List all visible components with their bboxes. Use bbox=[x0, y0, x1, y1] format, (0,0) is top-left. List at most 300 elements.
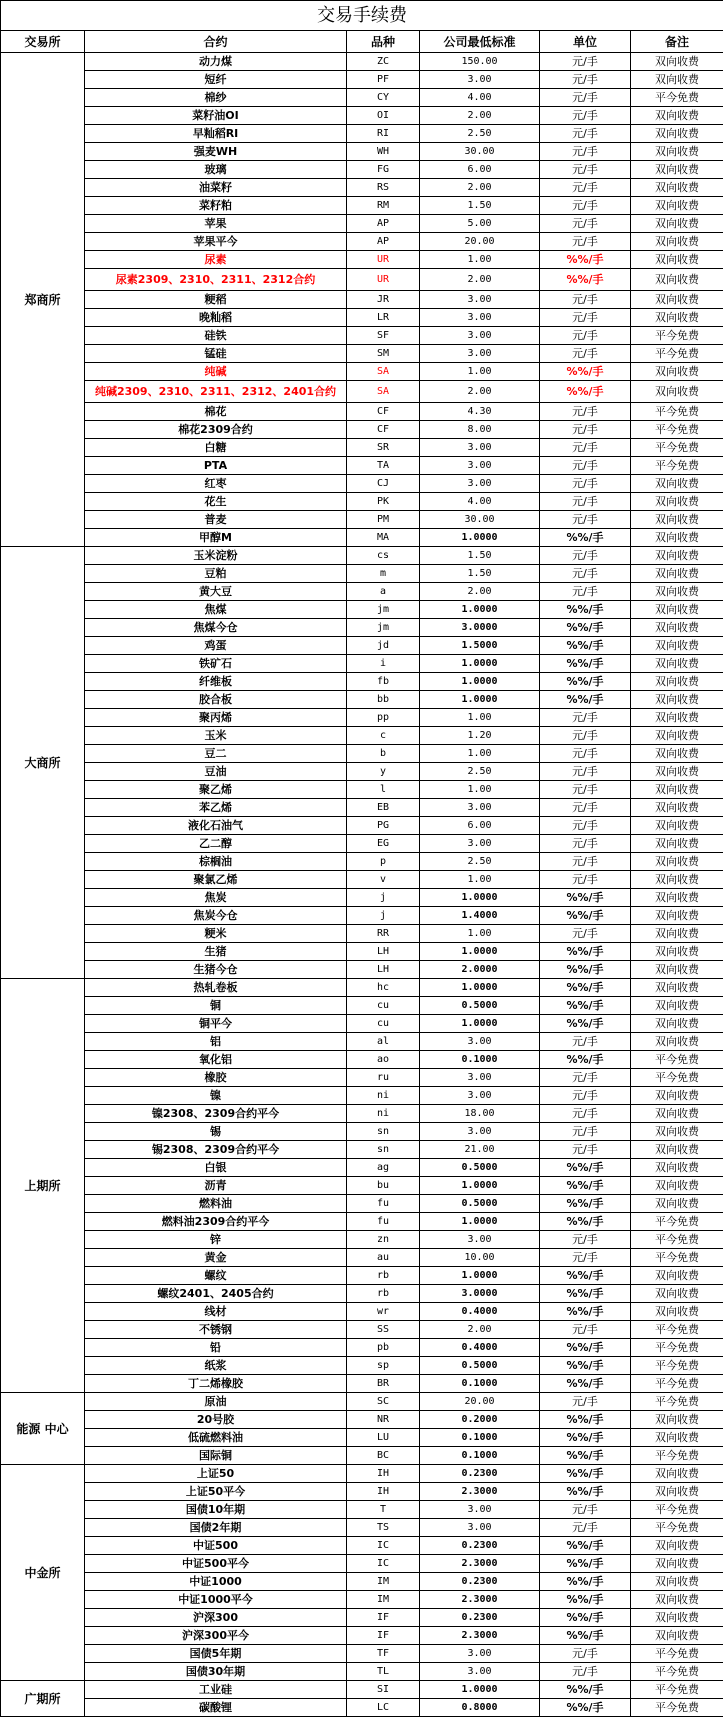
unit-cell: %%/手 bbox=[540, 1627, 631, 1645]
table-row bbox=[1, 403, 723, 421]
min-standard-cell: 1.20 bbox=[420, 727, 540, 745]
min-standard-cell: 20.00 bbox=[420, 233, 540, 251]
unit-cell: 元/手 bbox=[540, 403, 631, 421]
contract-name-cell: 燃料油2309合约平今 bbox=[85, 1213, 347, 1231]
header-row bbox=[1, 31, 723, 53]
contract-name-cell: 国债2年期 bbox=[85, 1519, 347, 1537]
product-code-cell: EG bbox=[347, 835, 420, 853]
product-code-cell: rb bbox=[347, 1285, 420, 1303]
contract-name-cell: 线材 bbox=[85, 1303, 347, 1321]
unit-cell: %%/手 bbox=[540, 269, 631, 291]
note-cell: 双向收费 bbox=[631, 871, 723, 889]
unit-cell: %%/手 bbox=[540, 961, 631, 979]
product-code-cell: sn bbox=[347, 1123, 420, 1141]
table-row bbox=[1, 1123, 723, 1141]
unit-cell: %%/手 bbox=[540, 889, 631, 907]
product-code-cell: SA bbox=[347, 381, 420, 403]
table-row bbox=[1, 143, 723, 161]
table-row bbox=[1, 1177, 723, 1195]
note-cell: 平今免费 bbox=[631, 1213, 723, 1231]
min-standard-cell: 2.00 bbox=[420, 381, 540, 403]
note-cell: 双向收费 bbox=[631, 889, 723, 907]
note-cell: 双向收费 bbox=[631, 309, 723, 327]
unit-cell: 元/手 bbox=[540, 1033, 631, 1051]
header-code: 品种 bbox=[347, 31, 420, 53]
note-cell: 双向收费 bbox=[631, 493, 723, 511]
table-row bbox=[1, 1627, 723, 1645]
contract-name-cell: 纸浆 bbox=[85, 1357, 347, 1375]
min-standard-cell: 3.00 bbox=[420, 1069, 540, 1087]
unit-cell: %%/手 bbox=[540, 997, 631, 1015]
table-row bbox=[1, 601, 723, 619]
min-standard-cell: 0.8000 bbox=[420, 1699, 540, 1717]
min-standard-cell: 1.00 bbox=[420, 363, 540, 381]
note-cell: 双向收费 bbox=[631, 143, 723, 161]
product-code-cell: LR bbox=[347, 309, 420, 327]
note-cell: 双向收费 bbox=[631, 1483, 723, 1501]
product-code-cell: SS bbox=[347, 1321, 420, 1339]
unit-cell: %%/手 bbox=[540, 1429, 631, 1447]
min-standard-cell: 0.1000 bbox=[420, 1051, 540, 1069]
note-cell: 双向收费 bbox=[631, 943, 723, 961]
min-standard-cell: 1.0000 bbox=[420, 1681, 540, 1699]
min-standard-cell: 1.0000 bbox=[420, 943, 540, 961]
unit-cell: %%/手 bbox=[540, 655, 631, 673]
unit-cell: %%/手 bbox=[540, 529, 631, 547]
product-code-cell: SI bbox=[347, 1681, 420, 1699]
contract-name-cell: 燃料油 bbox=[85, 1195, 347, 1213]
contract-name-cell: 强麦WH bbox=[85, 143, 347, 161]
table-row bbox=[1, 1411, 723, 1429]
unit-cell: 元/手 bbox=[540, 475, 631, 493]
unit-cell: 元/手 bbox=[540, 439, 631, 457]
product-code-cell: JR bbox=[347, 291, 420, 309]
product-code-cell: PM bbox=[347, 511, 420, 529]
min-standard-cell: 0.2300 bbox=[420, 1537, 540, 1555]
contract-name-cell: 镍2308、2309合约平今 bbox=[85, 1105, 347, 1123]
contract-name-cell: 沪深300 bbox=[85, 1609, 347, 1627]
min-standard-cell: 21.00 bbox=[420, 1141, 540, 1159]
table-row bbox=[1, 327, 723, 345]
min-standard-cell: 1.0000 bbox=[420, 889, 540, 907]
unit-cell: %%/手 bbox=[540, 619, 631, 637]
unit-cell: 元/手 bbox=[540, 709, 631, 727]
note-cell: 双向收费 bbox=[631, 1105, 723, 1123]
table-row bbox=[1, 943, 723, 961]
note-cell: 双向收费 bbox=[631, 583, 723, 601]
note-cell: 双向收费 bbox=[631, 1555, 723, 1573]
unit-cell: 元/手 bbox=[540, 493, 631, 511]
contract-name-cell: 沥青 bbox=[85, 1177, 347, 1195]
min-standard-cell: 2.50 bbox=[420, 125, 540, 143]
unit-cell: 元/手 bbox=[540, 565, 631, 583]
product-code-cell: RS bbox=[347, 179, 420, 197]
contract-name-cell: 20号胶 bbox=[85, 1411, 347, 1429]
min-standard-cell: 1.0000 bbox=[420, 1213, 540, 1231]
unit-cell: %%/手 bbox=[540, 1573, 631, 1591]
table-row bbox=[1, 1159, 723, 1177]
table-row bbox=[1, 493, 723, 511]
exchange-cell: 中金所 bbox=[1, 1465, 85, 1681]
table-row bbox=[1, 1501, 723, 1519]
contract-name-cell: 聚乙烯 bbox=[85, 781, 347, 799]
table-row bbox=[1, 107, 723, 125]
note-cell: 平今免费 bbox=[631, 1501, 723, 1519]
min-standard-cell: 0.2300 bbox=[420, 1573, 540, 1591]
table-row bbox=[1, 1465, 723, 1483]
table-row bbox=[1, 1051, 723, 1069]
note-cell: 双向收费 bbox=[631, 1087, 723, 1105]
contract-name-cell: 国债30年期 bbox=[85, 1663, 347, 1681]
contract-name-cell: 花生 bbox=[85, 493, 347, 511]
contract-name-cell: 原油 bbox=[85, 1393, 347, 1411]
table-row bbox=[1, 215, 723, 233]
product-code-cell: jm bbox=[347, 619, 420, 637]
product-code-cell: fu bbox=[347, 1195, 420, 1213]
contract-name-cell: 纯碱2309、2310、2311、2312、2401合约 bbox=[85, 381, 347, 403]
product-code-cell: jd bbox=[347, 637, 420, 655]
table-row bbox=[1, 1069, 723, 1087]
contract-name-cell: 焦煤 bbox=[85, 601, 347, 619]
contract-name-cell: 玉米 bbox=[85, 727, 347, 745]
min-standard-cell: 0.5000 bbox=[420, 1195, 540, 1213]
table-row bbox=[1, 179, 723, 197]
note-cell: 双向收费 bbox=[631, 925, 723, 943]
contract-name-cell: 粳米 bbox=[85, 925, 347, 943]
unit-cell: %%/手 bbox=[540, 1285, 631, 1303]
unit-cell: 元/手 bbox=[540, 1123, 631, 1141]
min-standard-cell: 4.00 bbox=[420, 89, 540, 107]
table-row bbox=[1, 363, 723, 381]
product-code-cell: l bbox=[347, 781, 420, 799]
table-row bbox=[1, 853, 723, 871]
product-code-cell: b bbox=[347, 745, 420, 763]
contract-name-cell: 棉花2309合约 bbox=[85, 421, 347, 439]
contract-name-cell: 聚氯乙烯 bbox=[85, 871, 347, 889]
unit-cell: %%/手 bbox=[540, 1051, 631, 1069]
unit-cell: 元/手 bbox=[540, 1501, 631, 1519]
contract-name-cell: 中证500平今 bbox=[85, 1555, 347, 1573]
min-standard-cell: 1.0000 bbox=[420, 1267, 540, 1285]
contract-name-cell: 普麦 bbox=[85, 511, 347, 529]
product-code-cell: ZC bbox=[347, 53, 420, 71]
note-cell: 双向收费 bbox=[631, 547, 723, 565]
min-standard-cell: 1.0000 bbox=[420, 979, 540, 997]
product-code-cell: IM bbox=[347, 1573, 420, 1591]
min-standard-cell: 0.1000 bbox=[420, 1447, 540, 1465]
note-cell: 双向收费 bbox=[631, 907, 723, 925]
table-row bbox=[1, 1195, 723, 1213]
contract-name-cell: 尿素 bbox=[85, 251, 347, 269]
contract-name-cell: 玻璃 bbox=[85, 161, 347, 179]
product-code-cell: SM bbox=[347, 345, 420, 363]
contract-name-cell: 热轧卷板 bbox=[85, 979, 347, 997]
min-standard-cell: 30.00 bbox=[420, 143, 540, 161]
table-row bbox=[1, 381, 723, 403]
note-cell: 平今免费 bbox=[631, 403, 723, 421]
table-row bbox=[1, 1429, 723, 1447]
product-code-cell: LH bbox=[347, 943, 420, 961]
unit-cell: 元/手 bbox=[540, 511, 631, 529]
contract-name-cell: 焦炭 bbox=[85, 889, 347, 907]
unit-cell: 元/手 bbox=[540, 89, 631, 107]
unit-cell: %%/手 bbox=[540, 691, 631, 709]
min-standard-cell: 30.00 bbox=[420, 511, 540, 529]
product-code-cell: IH bbox=[347, 1483, 420, 1501]
product-code-cell: y bbox=[347, 763, 420, 781]
contract-name-cell: 中证1000平今 bbox=[85, 1591, 347, 1609]
note-cell: 双向收费 bbox=[631, 781, 723, 799]
min-standard-cell: 0.4000 bbox=[420, 1339, 540, 1357]
table-row bbox=[1, 1393, 723, 1411]
table-row bbox=[1, 1663, 723, 1681]
unit-cell: 元/手 bbox=[540, 215, 631, 233]
unit-cell: 元/手 bbox=[540, 421, 631, 439]
unit-cell: %%/手 bbox=[540, 1447, 631, 1465]
contract-name-cell: 苯乙烯 bbox=[85, 799, 347, 817]
header-exchange: 交易所 bbox=[1, 31, 85, 53]
min-standard-cell: 3.00 bbox=[420, 835, 540, 853]
min-standard-cell: 1.50 bbox=[420, 565, 540, 583]
contract-name-cell: 锰硅 bbox=[85, 345, 347, 363]
table-row bbox=[1, 161, 723, 179]
min-standard-cell: 1.00 bbox=[420, 251, 540, 269]
contract-name-cell: 国债10年期 bbox=[85, 1501, 347, 1519]
table-row bbox=[1, 799, 723, 817]
note-cell: 平今免费 bbox=[631, 1231, 723, 1249]
note-cell: 双向收费 bbox=[631, 1285, 723, 1303]
min-standard-cell: 3.00 bbox=[420, 475, 540, 493]
contract-name-cell: 油菜籽 bbox=[85, 179, 347, 197]
note-cell: 平今免费 bbox=[631, 345, 723, 363]
note-cell: 双向收费 bbox=[631, 161, 723, 179]
contract-name-cell: 动力煤 bbox=[85, 53, 347, 71]
unit-cell: 元/手 bbox=[540, 1393, 631, 1411]
note-cell: 双向收费 bbox=[631, 125, 723, 143]
min-standard-cell: 1.50 bbox=[420, 547, 540, 565]
unit-cell: %%/手 bbox=[540, 637, 631, 655]
contract-name-cell: 铁矿石 bbox=[85, 655, 347, 673]
min-standard-cell: 18.00 bbox=[420, 1105, 540, 1123]
page-title: 交易手续费 bbox=[1, 1, 723, 31]
product-code-cell: IH bbox=[347, 1465, 420, 1483]
min-standard-cell: 4.30 bbox=[420, 403, 540, 421]
contract-name-cell: 玉米淀粉 bbox=[85, 547, 347, 565]
note-cell: 双向收费 bbox=[631, 107, 723, 125]
contract-name-cell: 硅铁 bbox=[85, 327, 347, 345]
contract-name-cell: 菜籽油OI bbox=[85, 107, 347, 125]
note-cell: 双向收费 bbox=[631, 817, 723, 835]
table-row bbox=[1, 781, 723, 799]
note-cell: 双向收费 bbox=[631, 1033, 723, 1051]
product-code-cell: BC bbox=[347, 1447, 420, 1465]
note-cell: 双向收费 bbox=[631, 381, 723, 403]
note-cell: 双向收费 bbox=[631, 511, 723, 529]
table-row bbox=[1, 565, 723, 583]
product-code-cell: MA bbox=[347, 529, 420, 547]
min-standard-cell: 1.0000 bbox=[420, 1177, 540, 1195]
contract-name-cell: 黄大豆 bbox=[85, 583, 347, 601]
table-row bbox=[1, 1681, 723, 1699]
product-code-cell: fu bbox=[347, 1213, 420, 1231]
contract-name-cell: 焦煤今仓 bbox=[85, 619, 347, 637]
table-row bbox=[1, 475, 723, 493]
min-standard-cell: 2.3000 bbox=[420, 1483, 540, 1501]
product-code-cell: ni bbox=[347, 1087, 420, 1105]
contract-name-cell: PTA bbox=[85, 457, 347, 475]
unit-cell: 元/手 bbox=[540, 763, 631, 781]
unit-cell: 元/手 bbox=[540, 1141, 631, 1159]
contract-name-cell: 锌 bbox=[85, 1231, 347, 1249]
table-row bbox=[1, 1285, 723, 1303]
table-row bbox=[1, 269, 723, 291]
min-standard-cell: 1.0000 bbox=[420, 1015, 540, 1033]
unit-cell: 元/手 bbox=[540, 1645, 631, 1663]
product-code-cell: SC bbox=[347, 1393, 420, 1411]
product-code-cell: RM bbox=[347, 197, 420, 215]
min-standard-cell: 0.2000 bbox=[420, 1411, 540, 1429]
header-unit: 单位 bbox=[540, 31, 631, 53]
note-cell: 平今免费 bbox=[631, 327, 723, 345]
min-standard-cell: 5.00 bbox=[420, 215, 540, 233]
unit-cell: %%/手 bbox=[540, 1357, 631, 1375]
contract-name-cell: 不锈钢 bbox=[85, 1321, 347, 1339]
contract-name-cell: 苹果平今 bbox=[85, 233, 347, 251]
min-standard-cell: 0.4000 bbox=[420, 1303, 540, 1321]
contract-name-cell: 红枣 bbox=[85, 475, 347, 493]
contract-name-cell: 镍 bbox=[85, 1087, 347, 1105]
unit-cell: 元/手 bbox=[540, 309, 631, 327]
min-standard-cell: 2.00 bbox=[420, 107, 540, 125]
note-cell: 双向收费 bbox=[631, 853, 723, 871]
contract-name-cell: 国债5年期 bbox=[85, 1645, 347, 1663]
min-standard-cell: 10.00 bbox=[420, 1249, 540, 1267]
contract-name-cell: 棕榈油 bbox=[85, 853, 347, 871]
note-cell: 双向收费 bbox=[631, 475, 723, 493]
exchange-cell: 大商所 bbox=[1, 547, 85, 979]
min-standard-cell: 3.0000 bbox=[420, 619, 540, 637]
min-standard-cell: 2.00 bbox=[420, 583, 540, 601]
contract-name-cell: 豆油 bbox=[85, 763, 347, 781]
table-row bbox=[1, 511, 723, 529]
unit-cell: 元/手 bbox=[540, 583, 631, 601]
min-standard-cell: 2.00 bbox=[420, 1321, 540, 1339]
table-row bbox=[1, 1087, 723, 1105]
contract-name-cell: 生猪 bbox=[85, 943, 347, 961]
note-cell: 平今免费 bbox=[631, 1699, 723, 1717]
unit-cell: 元/手 bbox=[540, 327, 631, 345]
unit-cell: 元/手 bbox=[540, 179, 631, 197]
min-standard-cell: 0.1000 bbox=[420, 1429, 540, 1447]
contract-name-cell: 焦炭今仓 bbox=[85, 907, 347, 925]
table-row bbox=[1, 1609, 723, 1627]
product-code-cell: v bbox=[347, 871, 420, 889]
header-contract: 合约 bbox=[85, 31, 347, 53]
unit-cell: 元/手 bbox=[540, 781, 631, 799]
contract-name-cell: 中证500 bbox=[85, 1537, 347, 1555]
product-code-cell: hc bbox=[347, 979, 420, 997]
table-row bbox=[1, 961, 723, 979]
unit-cell: 元/手 bbox=[540, 853, 631, 871]
note-cell: 平今免费 bbox=[631, 1447, 723, 1465]
min-standard-cell: 3.0000 bbox=[420, 1285, 540, 1303]
note-cell: 双向收费 bbox=[631, 53, 723, 71]
table-row bbox=[1, 1303, 723, 1321]
unit-cell: 元/手 bbox=[540, 107, 631, 125]
min-standard-cell: 1.00 bbox=[420, 709, 540, 727]
note-cell: 双向收费 bbox=[631, 799, 723, 817]
contract-name-cell: 白糖 bbox=[85, 439, 347, 457]
note-cell: 平今免费 bbox=[631, 1339, 723, 1357]
contract-name-cell: 铝 bbox=[85, 1033, 347, 1051]
note-cell: 双向收费 bbox=[631, 197, 723, 215]
contract-name-cell: 早籼稻RI bbox=[85, 125, 347, 143]
table-row bbox=[1, 1447, 723, 1465]
contract-name-cell: 棉纱 bbox=[85, 89, 347, 107]
note-cell: 平今免费 bbox=[631, 1519, 723, 1537]
note-cell: 双向收费 bbox=[631, 1609, 723, 1627]
min-standard-cell: 3.00 bbox=[420, 799, 540, 817]
table-row bbox=[1, 345, 723, 363]
table-row bbox=[1, 889, 723, 907]
product-code-cell: SR bbox=[347, 439, 420, 457]
contract-name-cell: 低硫燃料油 bbox=[85, 1429, 347, 1447]
product-code-cell: sp bbox=[347, 1357, 420, 1375]
table-row bbox=[1, 1321, 723, 1339]
unit-cell: %%/手 bbox=[540, 1195, 631, 1213]
contract-name-cell: 菜籽粕 bbox=[85, 197, 347, 215]
contract-name-cell: 纯碱 bbox=[85, 363, 347, 381]
note-cell: 双向收费 bbox=[631, 1573, 723, 1591]
product-code-cell: c bbox=[347, 727, 420, 745]
table-row bbox=[1, 619, 723, 637]
table-row bbox=[1, 457, 723, 475]
contract-name-cell: 碳酸锂 bbox=[85, 1699, 347, 1717]
note-cell: 平今免费 bbox=[631, 1357, 723, 1375]
table-row bbox=[1, 439, 723, 457]
unit-cell: %%/手 bbox=[540, 1555, 631, 1573]
unit-cell: 元/手 bbox=[540, 345, 631, 363]
table-row bbox=[1, 197, 723, 215]
min-standard-cell: 3.00 bbox=[420, 291, 540, 309]
table-row bbox=[1, 421, 723, 439]
unit-cell: 元/手 bbox=[540, 817, 631, 835]
min-standard-cell: 2.0000 bbox=[420, 961, 540, 979]
unit-cell: %%/手 bbox=[540, 1483, 631, 1501]
min-standard-cell: 1.00 bbox=[420, 781, 540, 799]
table-row bbox=[1, 1375, 723, 1393]
product-code-cell: IC bbox=[347, 1555, 420, 1573]
unit-cell: 元/手 bbox=[540, 745, 631, 763]
note-cell: 平今免费 bbox=[631, 457, 723, 475]
product-code-cell: fb bbox=[347, 673, 420, 691]
exchange-cell: 广期所 bbox=[1, 1681, 85, 1717]
table-row bbox=[1, 1645, 723, 1663]
product-code-cell: PG bbox=[347, 817, 420, 835]
min-standard-cell: 3.00 bbox=[420, 1501, 540, 1519]
table-row bbox=[1, 1483, 723, 1501]
table-row bbox=[1, 925, 723, 943]
header-note: 备注 bbox=[631, 31, 723, 53]
unit-cell: 元/手 bbox=[540, 291, 631, 309]
product-code-cell: TL bbox=[347, 1663, 420, 1681]
unit-cell: %%/手 bbox=[540, 943, 631, 961]
product-code-cell: PF bbox=[347, 71, 420, 89]
unit-cell: %%/手 bbox=[540, 1465, 631, 1483]
product-code-cell: LC bbox=[347, 1699, 420, 1717]
min-standard-cell: 1.0000 bbox=[420, 601, 540, 619]
table-row bbox=[1, 1141, 723, 1159]
